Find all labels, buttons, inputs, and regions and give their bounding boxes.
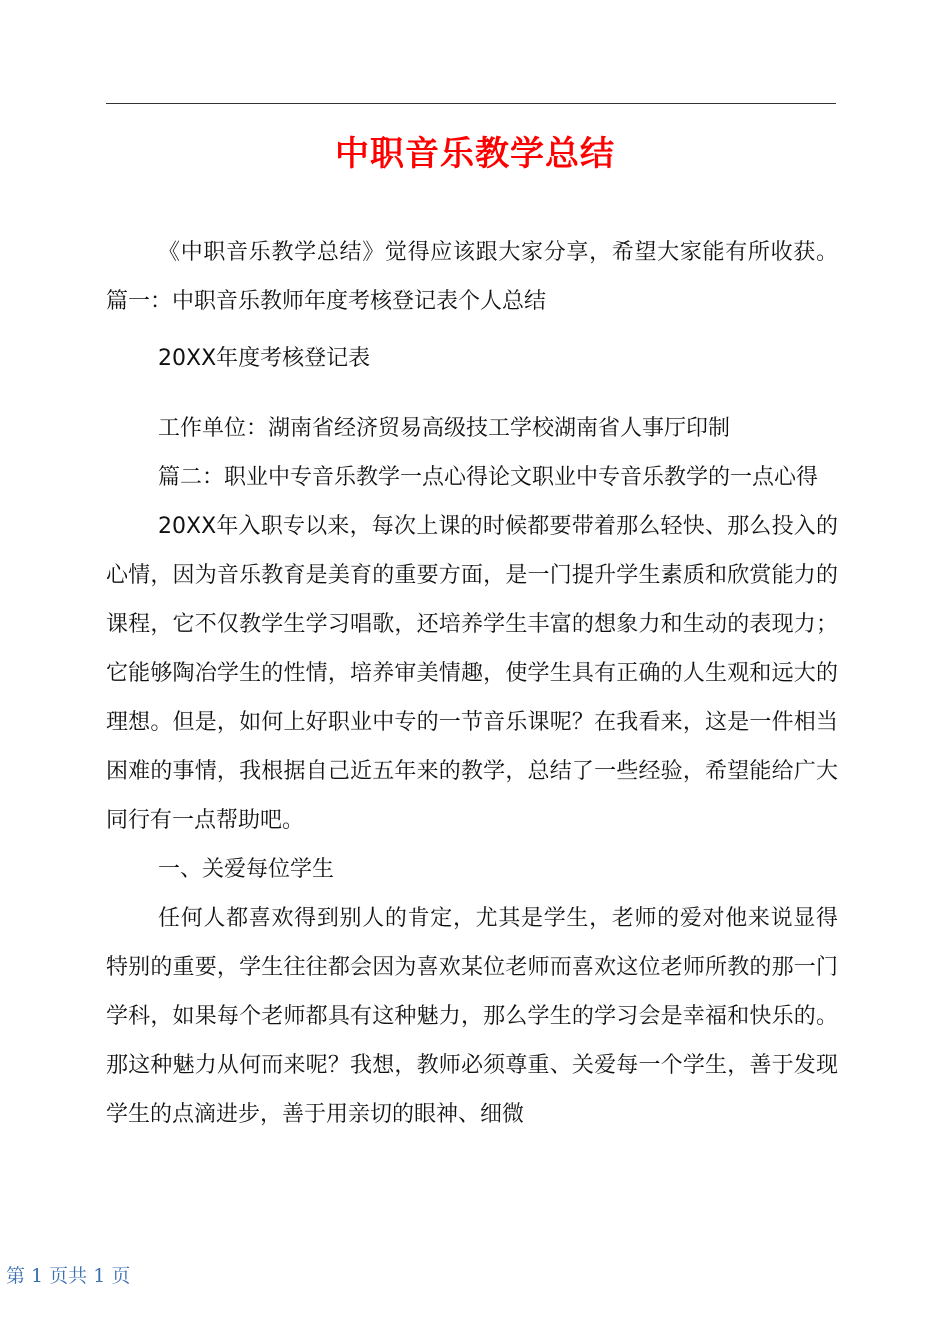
header-rule — [106, 103, 836, 104]
paragraph-intro: 《中职音乐教学总结》觉得应该跟大家分享，希望大家能有所收获。篇一：中职音乐教师年度考核登记表个人总结 — [106, 240, 838, 314]
paragraph-work-unit: 工作单位：湖南省经济贸易高级技工学校湖南省人事厅印制 — [158, 416, 731, 441]
paragraph-body-1: 20XX年入职专以来，每次上课的时候都要带着那么轻快、那么投入的心情，因为音乐教育是美育的重要方面，是一门提升学生素质和欣赏能力的课程，它不仅教学生学习唱歌，还培养学生丰富的想象力和生动的表现力；它能够陶冶学生的性情，培养审美情趣，使学生具有正确的人生观和远大的理想。但是，如何上好职业中专的一节音乐课呢？在我看来，这是一件相当困难的事情，我根据自己近五年来的教学，总结了一些经验，希望能给广大同行有一点帮助吧。 — [106, 514, 838, 833]
page-footer: 第 1 页共 1 页 — [6, 1265, 131, 1287]
section-heading-1: 一、关爱每位学生 — [158, 857, 335, 882]
paragraph-form-title: 20XX年度考核登记表 — [158, 346, 371, 371]
paragraph-article-two-heading: 篇二：职业中专音乐教学一点心得论文职业中专音乐教学的一点心得 — [158, 465, 819, 490]
document-title: 中职音乐教学总结 — [335, 133, 615, 174]
document-body — [106, 228, 838, 1139]
paragraph-body-2: 任何人都喜欢得到别人的肯定，尤其是学生，老师的爱对他来说显得特别的重要，学生往往都会因为喜欢某位老师而喜欢这位老师所教的那一门学科，如果每个老师都具有这种魅力，那么学生的学习会是幸福和快乐的。那这种魅力从何而来呢？我想，教师必须尊重、关爱每一个学生，善于发现学生的点滴进步，善于用亲切的眼神、细微 — [106, 906, 838, 1127]
